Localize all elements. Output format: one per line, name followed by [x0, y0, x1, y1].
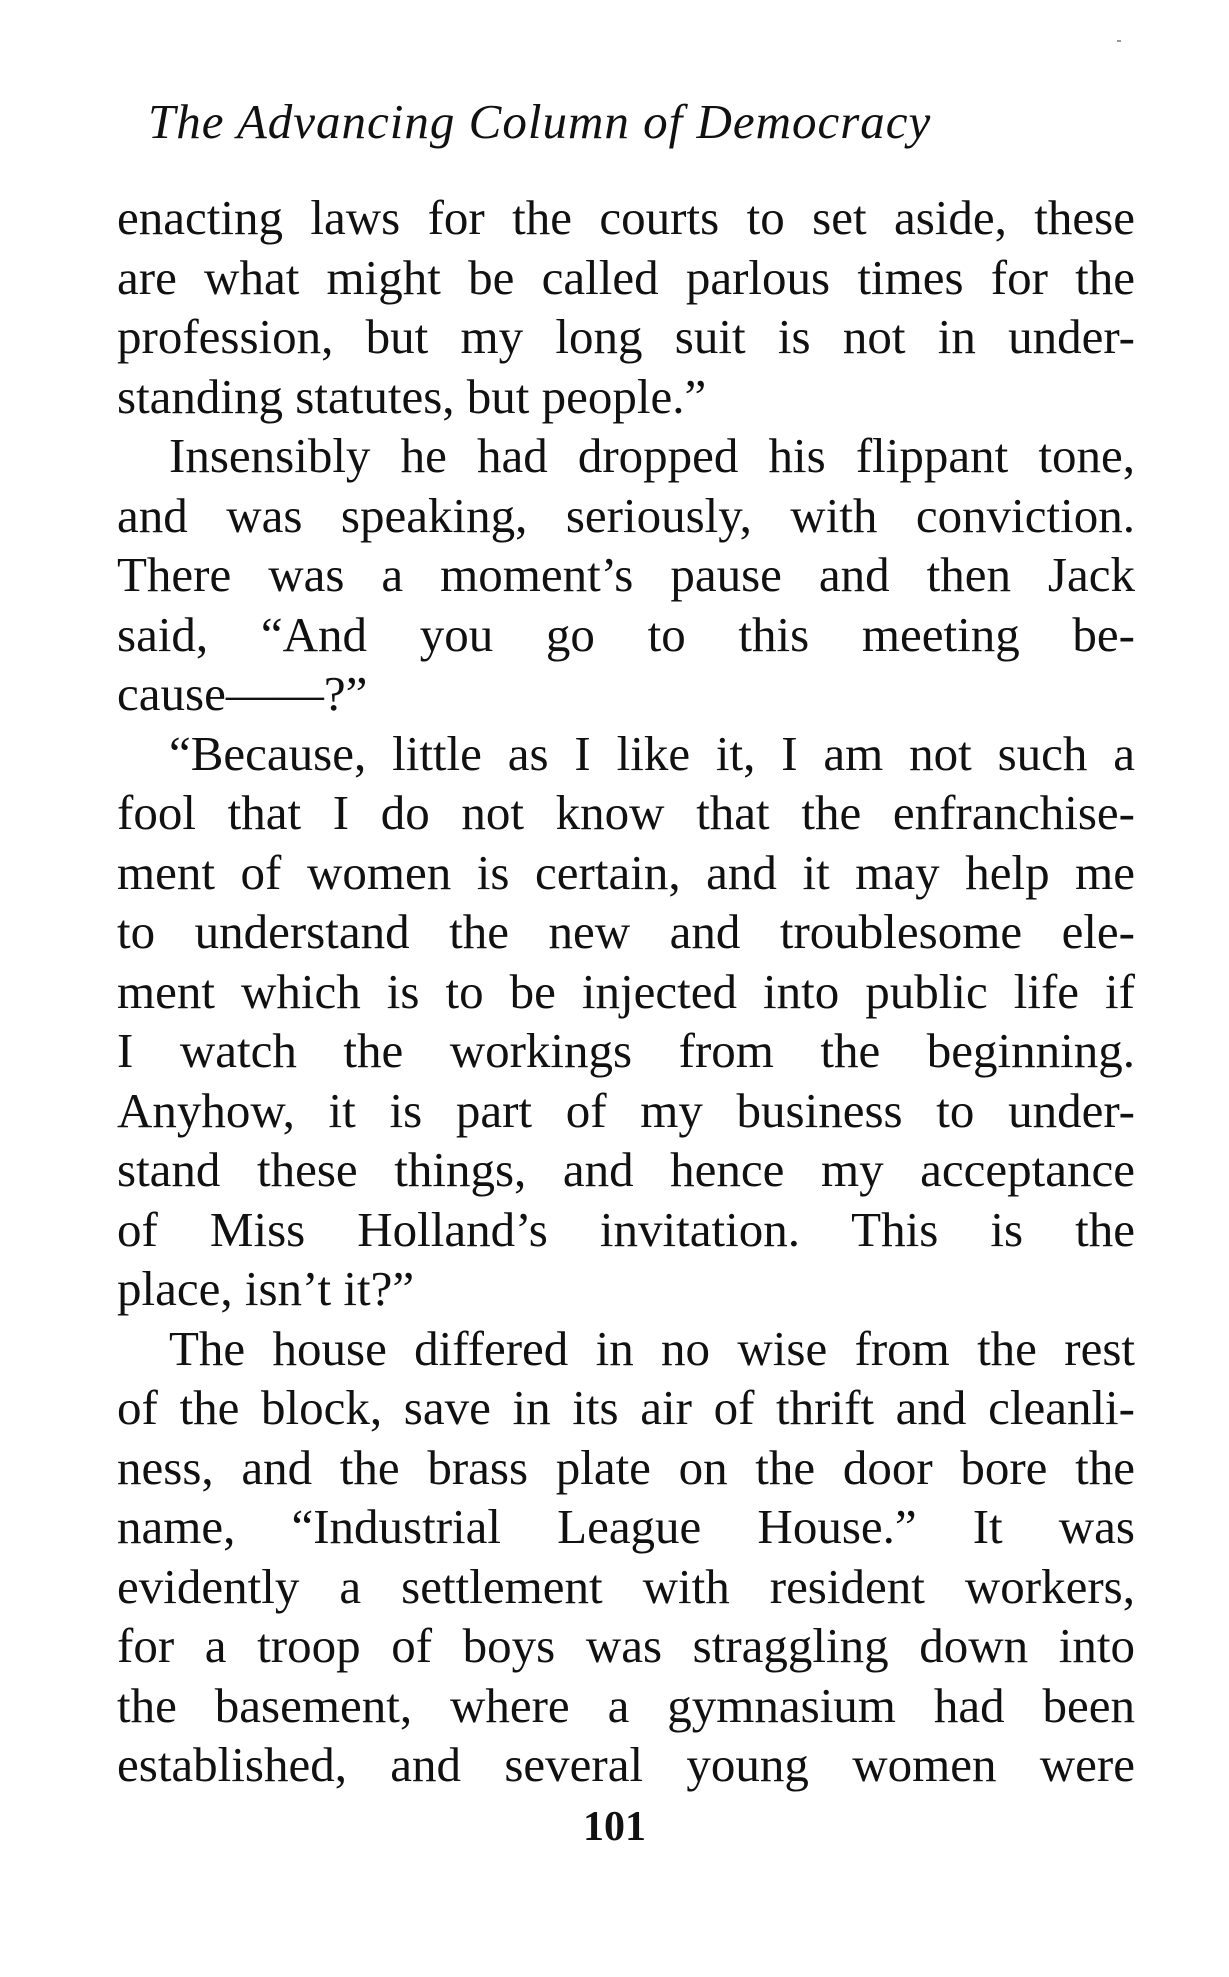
- running-head: The Advancing Column of Democracy: [148, 94, 932, 149]
- text-line: evidently a settlement with resident workers,: [117, 1558, 1135, 1614]
- text-line: place, isn’t it?”: [117, 1261, 415, 1316]
- text-line: cause——?”: [117, 666, 368, 721]
- text-line: “Because, little as I like it, I am not such a: [169, 725, 1135, 781]
- text-line: ness, and the brass plate on the door bore the: [117, 1439, 1135, 1495]
- text-line: of Miss Holland’s invitation. This is the: [117, 1201, 1135, 1257]
- text-line: fool that I do not know that the enfranchise-: [117, 785, 1135, 840]
- text-line: ment which is to be injected into public life if: [117, 963, 1135, 1019]
- text-line: enacting laws for the courts to set aside, these: [117, 190, 1135, 245]
- text-line: established, and several young women were: [117, 1737, 1135, 1792]
- text-line: profession, but my long suit is not in under-: [117, 309, 1135, 364]
- text-line: and was speaking, seriously, with conviction.: [117, 487, 1135, 543]
- text-line: I watch the workings from the beginning.: [117, 1023, 1135, 1078]
- text-line: of the block, save in its air of thrift and cleanli-: [117, 1380, 1135, 1435]
- text-line: ment of women is certain, and it may help me: [117, 844, 1135, 900]
- text-line: are what might be called parlous times for the: [117, 249, 1135, 305]
- text-line: name, “Industrial League House.” It was: [117, 1499, 1135, 1554]
- text-line: for a troop of boys was straggling down into: [117, 1618, 1135, 1673]
- text-line: the basement, where a gymnasium had been: [117, 1677, 1135, 1733]
- text-line: stand these things, and hence my acceptance: [117, 1142, 1135, 1197]
- body-text: [117, 188, 1135, 1795]
- text-line: Insensibly he had dropped his flippant tone,: [169, 428, 1135, 483]
- scan-speck: [1117, 40, 1121, 42]
- page-number: 101: [583, 1804, 646, 1850]
- text-line: to understand the new and troublesome ele-: [117, 904, 1135, 959]
- text-line: The house differed in no wise from the rest: [169, 1320, 1135, 1376]
- text-line: There was a moment’s pause and then Jack: [117, 547, 1135, 602]
- text-line: Anyhow, it is part of my business to under-: [117, 1082, 1135, 1138]
- text-line: said, “And you go to this meeting be-: [117, 606, 1135, 662]
- text-line: standing statutes, but people.”: [117, 368, 707, 424]
